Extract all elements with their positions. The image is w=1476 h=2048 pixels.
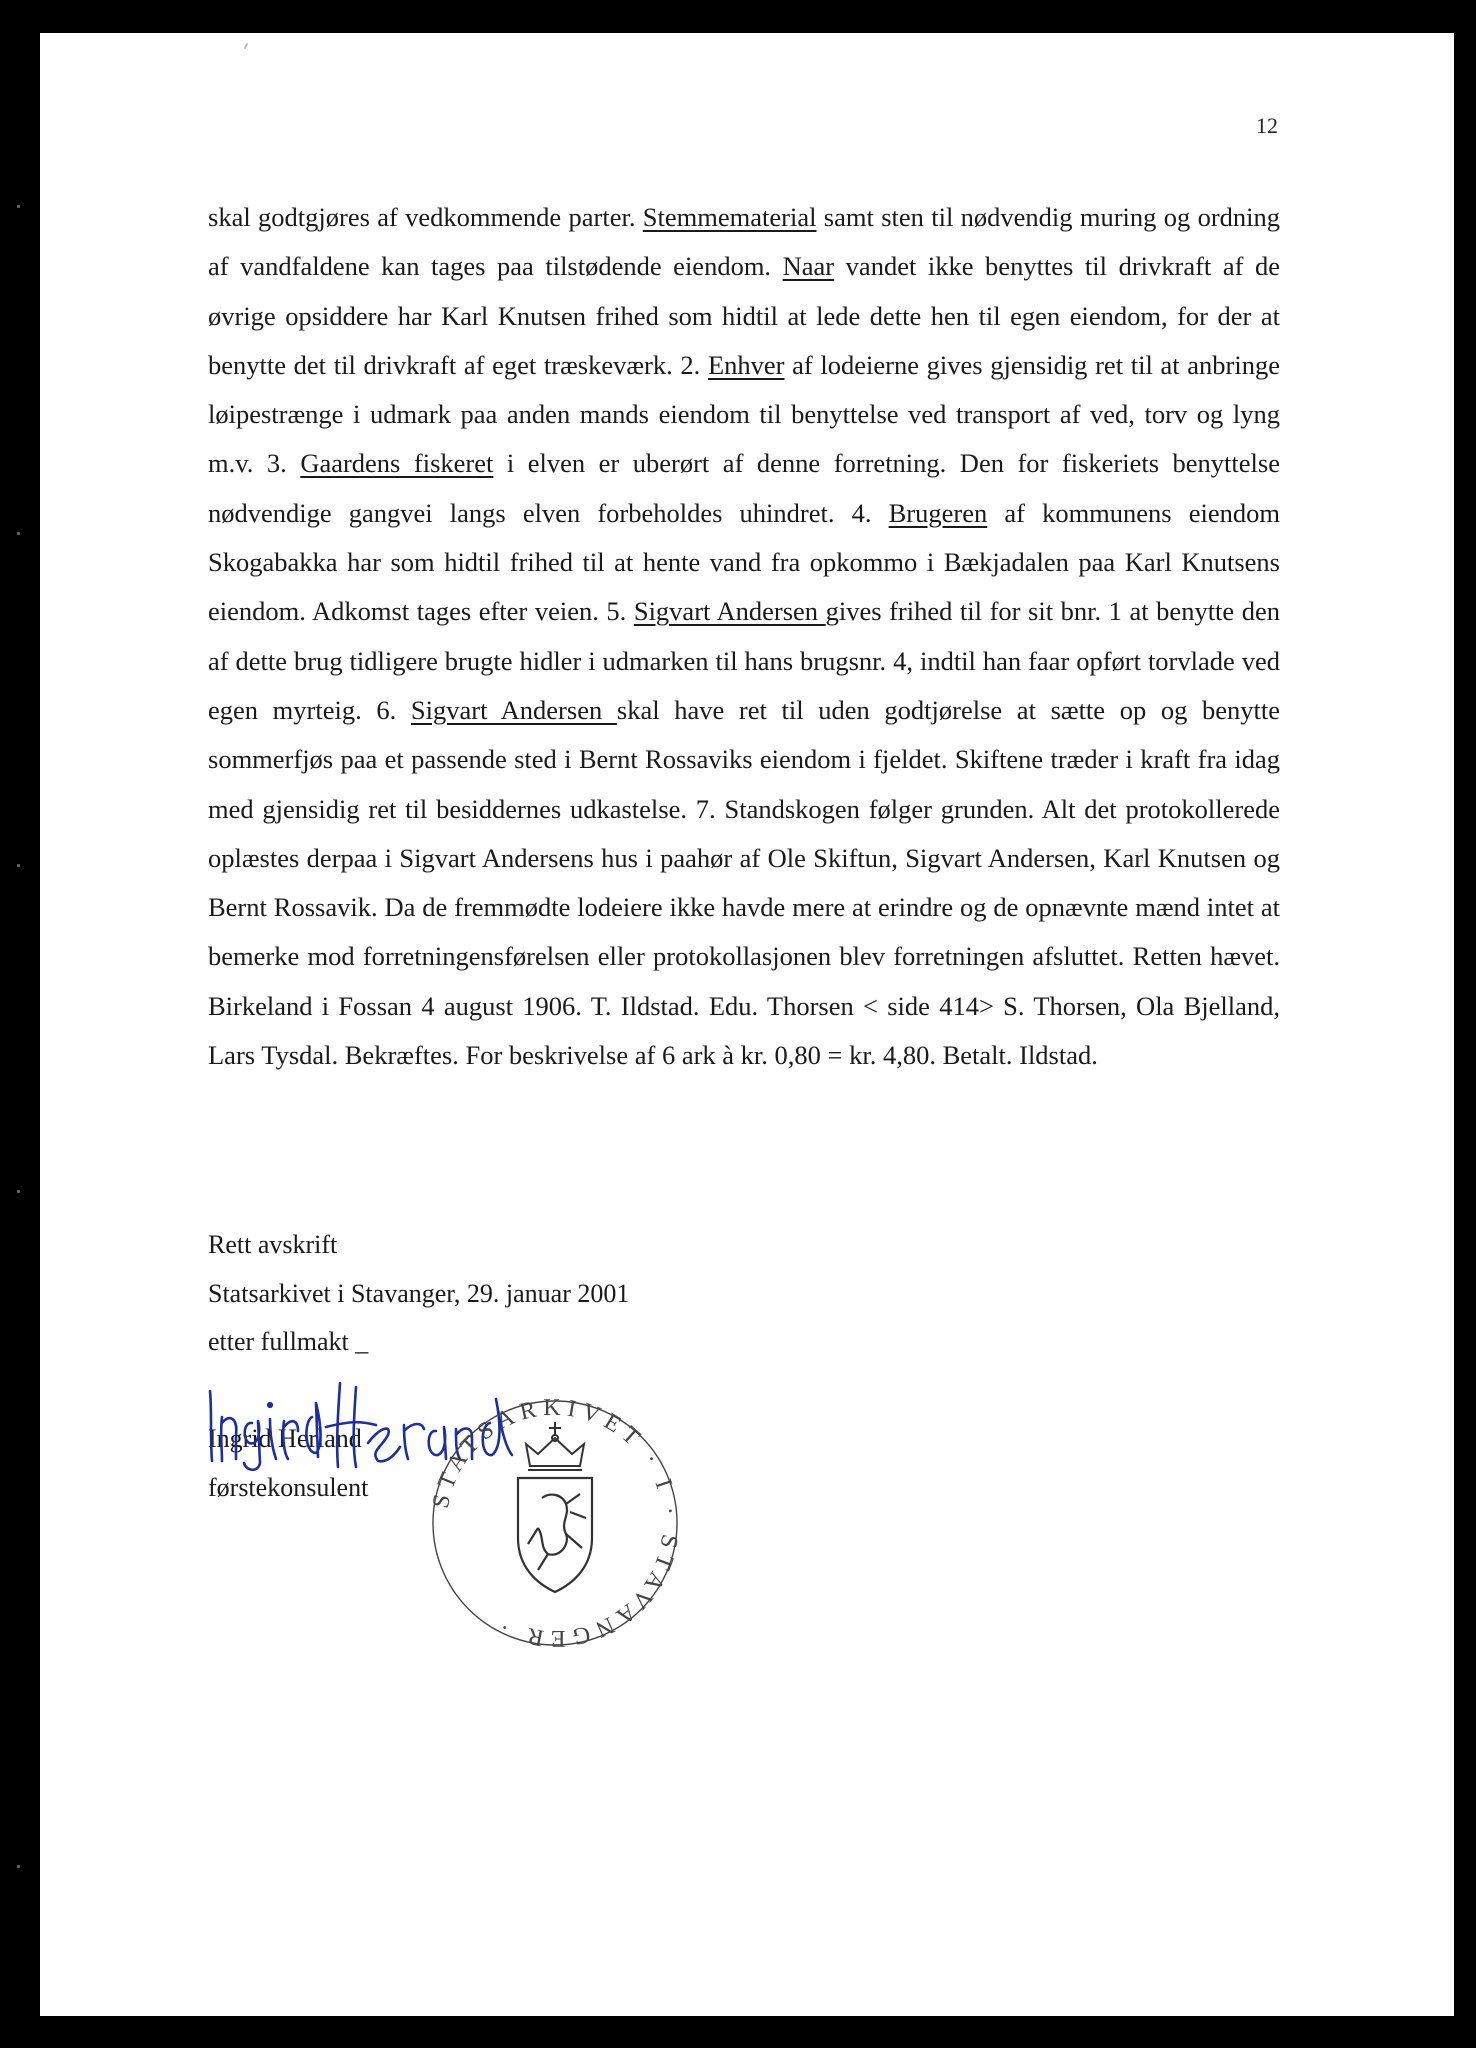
text-run: af lodeierne gives gjensidig ret til at anbringe løipestrænge i udmark paa anden mands eiendom til benyttelse ved transport af ved, torv og lyng m.v. 3.: [208, 349, 1280, 479]
archive-seal: [420, 1388, 690, 1658]
underlined-text: Brugeren: [888, 497, 988, 528]
underlined-text: Naar: [782, 251, 835, 282]
underlined-text: Gaardens fiskeret: [300, 448, 494, 479]
text-run: af kommunens eiendom Skogabakka har som hidtil frihed til at hente vand fra opkommo i Bækjadalen paa Karl Knutsens eiendom. Adkomst tages efter veien. 5.: [208, 497, 1280, 627]
underlined-text: Sigvart Andersen: [633, 596, 826, 627]
margin-mark: [17, 1190, 20, 1193]
text-run: skal godtgjøres af vedkommende parter.: [208, 202, 643, 232]
text-run: skal have ret til uden godtjørelse at sætte op og benytte sommerfjøs paa et passende sted i Bernt Rossaviks eiendom i fjeldet. Skiftene træder i kraft fra idag med gjensidig ret til besiddernes udkastelse. 7. Standskogen følger grunden. Alt det protokollerede oplæstes derpaa i Sigvart Andersens hus i paahør af Ole Skiftun, Sigvart Andersen, Karl Knutsen og Bernt Rossavik. Da de fremmødte lodeiere ikke havde mere at erindre og de opnævnte mænd intet at bemerke mod forretningensførelsen eller protokollasjonen blev forretningen afsluttet. Retten hævet. Birkeland i Fossan 4 august 1906. T. Ildstad. Edu. Thorsen < side 414> S. Thorsen, Ola Bjelland, Lars Tysdal. Bekræftes. For beskrivelse af 6 ark à kr. 0,80 = kr. 4,80. Betalt. Ildstad.: [208, 694, 1281, 1071]
underlined-text: Enhver: [707, 349, 785, 380]
place-date-line: Statsarkivet i Stavanger, 29. januar 2001: [208, 1278, 630, 1308]
document-page: [40, 33, 1454, 2016]
body-paragraph: [208, 193, 1280, 1080]
underlined-text: Stemmematerial: [642, 202, 817, 232]
margin-mark: [17, 864, 20, 867]
text-run: samt sten til nødvendig muring og ordning af vandfaldene kan tages paa tilstødende eiendom.: [208, 202, 1281, 282]
signatory-title: førstekonsulent: [208, 1472, 369, 1502]
underlined-text: Sigvart Andersen: [410, 694, 617, 725]
signatory-name: Ingrid Herland: [208, 1424, 362, 1453]
margin-mark: [17, 1865, 20, 1868]
stray-mark: [244, 43, 248, 49]
authority-line: etter fullmakt _: [208, 1327, 369, 1356]
certification-line: Rett avskrift: [208, 1230, 338, 1259]
margin-mark: [17, 205, 20, 208]
text-run: vandet ikke benyttes til drivkraft af de øvrige opsiddere har Karl Knutsen frihed som hidtil at lede dette hen til egen eiendom, for der at benytte det til drivkraft af eget træskeværk. 2.: [208, 251, 1280, 380]
svg-text:STATSARKIVET · I · STAVANGER ·: STATSARKIVET · I · STAVANGER ·: [427, 1394, 684, 1652]
text-run: i elven er uberørt af denne forretning. Den for fiskeriets benyttelse nødvendige gangvei langs elven forbeholdes uhindret. 4.: [208, 448, 1280, 528]
page-number: 12: [1256, 113, 1278, 138]
margin-mark: [17, 532, 20, 535]
text-run: gives frihed til for sit bnr. 1 at benytte den af dette brug tidligere brugte hidler i udmarken til hans brugsnr. 4, indtil han faar opført torvlade ved egen myrteig. 6.: [208, 596, 1280, 725]
